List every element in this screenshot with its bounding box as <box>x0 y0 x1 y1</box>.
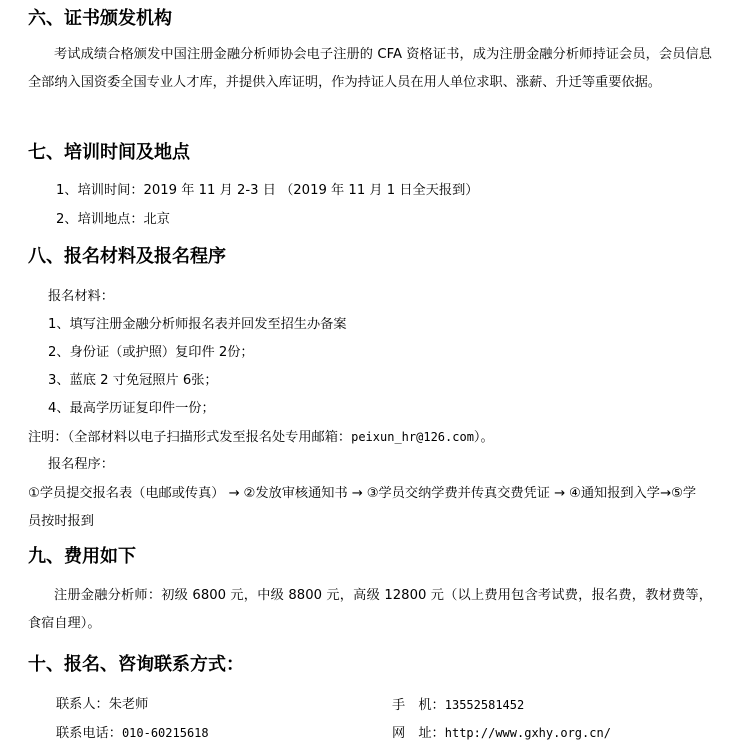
arrow-right-icon: → <box>660 486 672 501</box>
material-item: 4、最高学历证复印件一份； <box>48 401 215 416</box>
section-heading-contact: 十、报名、咨询联系方式： <box>28 654 244 675</box>
note-prefix: 注明：（全部材料以电子扫描形式发至报名处专用邮箱： <box>28 430 352 445</box>
arrow-right-icon: → <box>228 486 240 501</box>
materials-label: 报名材料： <box>48 289 114 304</box>
process-steps <box>28 480 708 536</box>
website-link[interactable]: http://www.gxhy.org.cn/ <box>444 726 611 740</box>
website-label: 网 址： <box>392 726 445 741</box>
submission-note <box>28 428 494 447</box>
phone-contact <box>56 724 209 743</box>
process-step: ③学员交纳学费并传真交费凭证 <box>366 486 550 501</box>
process-step: ⑤学员按时报到 <box>28 486 697 529</box>
mobile-number: 13552581452 <box>444 698 525 712</box>
process-step: ④通知报到入学 <box>569 486 660 501</box>
phone-number: 010-60215618 <box>121 726 209 740</box>
process-step: ①学员提交报名表（电邮或传真） <box>28 486 225 501</box>
process-label: 报名程序： <box>48 457 114 472</box>
fees-paragraph: 注册金融分析师：初级 6800 元，中级 8800 元，高级 12800 元（以上费用包含考试费，报名费，教材费等，食宿自理）。 <box>28 588 712 631</box>
phone-label: 联系电话： <box>56 726 122 741</box>
mobile-label: 手 机： <box>392 698 445 713</box>
mobile-contact <box>392 696 524 715</box>
training-time: 1、培训时间：2019 年 11 月 2-3 日 （2019 年 11 月 1 日全天报到） <box>56 183 479 198</box>
section-heading-certificate: 六、证书颁发机构 <box>28 8 172 29</box>
section-heading-fees: 九、费用如下 <box>28 546 136 567</box>
section-heading-registration: 八、报名材料及报名程序 <box>28 246 226 267</box>
contact-person <box>56 696 148 714</box>
training-place: 2、培训地点：北京 <box>56 212 170 227</box>
process-step: ②发放审核通知书 <box>243 486 348 501</box>
website-contact <box>392 724 611 743</box>
certificate-paragraph: 考试成绩合格颁发中国注册金融分析师协会电子注册的 CFA 资格证书，成为注册金融分析师持证会员，会员信息全部纳入国资委全国专业人才库，并提供入库证明，作为持证人员在用人单位求职、涨薪、升迁等重要依据。 <box>28 47 712 90</box>
contact-person-label: 联系人： <box>56 697 109 712</box>
material-item: 1、填写注册金融分析师报名表并回发至招生办备案 <box>48 317 347 332</box>
material-item: 3、蓝底 2 寸免冠照片 6张； <box>48 373 218 388</box>
section-heading-training-time-place: 七、培训时间及地点 <box>28 142 190 163</box>
contact-person-value: 朱老师 <box>108 697 149 712</box>
arrow-right-icon: → <box>351 486 363 501</box>
arrow-right-icon: → <box>553 486 566 501</box>
note-suffix: ）。 <box>473 430 494 445</box>
registration-email[interactable]: peixun_hr@126.com <box>351 430 474 444</box>
material-item: 2、身份证（或护照）复印件 2份； <box>48 345 254 360</box>
